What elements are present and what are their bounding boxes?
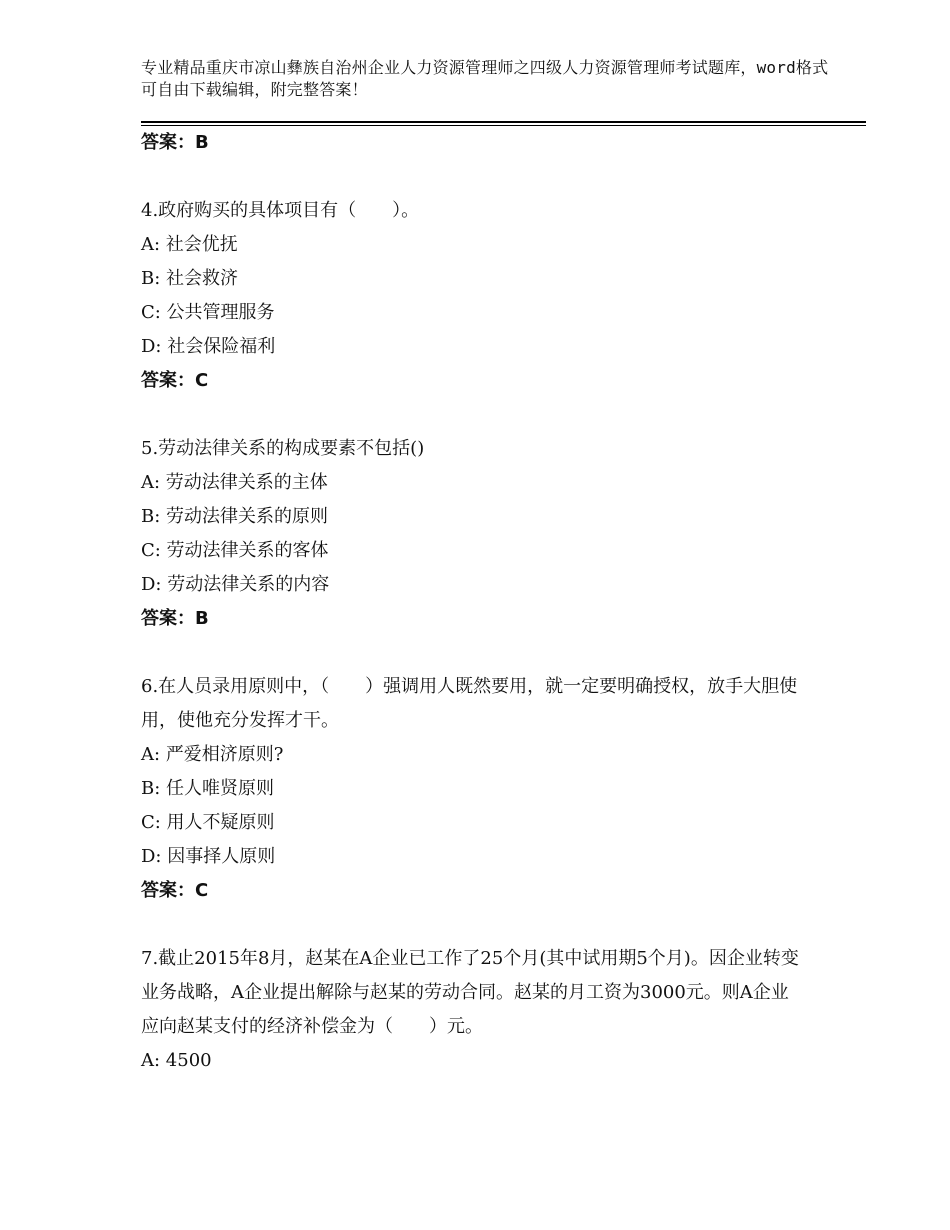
document-header: 专业精品重庆市凉山彝族自治州企业人力资源管理师之四级人力资源管理师考试题库，word格式可自由下载编辑，附完整答案！ bbox=[141, 58, 829, 99]
answer-line: 答案：C bbox=[141, 370, 209, 391]
option-a: A: 4500 bbox=[141, 1050, 212, 1071]
question-stem: 7.截止2015年8月，赵某在A企业已工作了25个月(其中试用期5个月)。因企业转变业务战略，A企业提出解除与赵某的劳动合同。赵某的月工资为3000元。则A企业应向赵某支付的经济补偿金为（ ）元。 bbox=[141, 948, 799, 1037]
option-b: B: 社会救济 bbox=[141, 268, 239, 289]
question-6 bbox=[141, 670, 801, 908]
answer-line: 答案：C bbox=[141, 880, 209, 901]
option-c: C: 用人不疑原则 bbox=[141, 812, 275, 833]
answer-line: 答案：B bbox=[141, 608, 209, 629]
option-c: C: 劳动法律关系的客体 bbox=[141, 540, 329, 561]
question-list bbox=[141, 126, 801, 1078]
question-stem: 5.劳动法律关系的构成要素不包括() bbox=[141, 438, 425, 459]
option-d: D: 社会保险福利 bbox=[141, 336, 276, 357]
question-5 bbox=[141, 432, 801, 636]
option-a: A: 劳动法律关系的主体 bbox=[141, 472, 328, 493]
answer-line: 答案：B bbox=[141, 132, 209, 153]
question-stem: 4.政府购买的具体项目有（ ）。 bbox=[141, 200, 420, 221]
question-4 bbox=[141, 194, 801, 398]
option-b: B: 任人唯贤原则 bbox=[141, 778, 275, 799]
option-b: B: 劳动法律关系的原则 bbox=[141, 506, 329, 527]
option-a: A: 社会优抚 bbox=[141, 234, 238, 255]
option-c: C: 公共管理服务 bbox=[141, 302, 275, 323]
option-d: D: 劳动法律关系的内容 bbox=[141, 574, 330, 595]
option-d: D: 因事择人原则 bbox=[141, 846, 276, 867]
question-stem: 6.在人员录用原则中，（ ）强调用人既然要用，就一定要明确授权，放手大胆使用，使他充分发挥才干。 bbox=[141, 676, 798, 731]
header-rule-thick bbox=[141, 121, 866, 123]
option-a: A: 严爱相济原则? bbox=[141, 744, 284, 765]
question-7 bbox=[141, 942, 801, 1078]
